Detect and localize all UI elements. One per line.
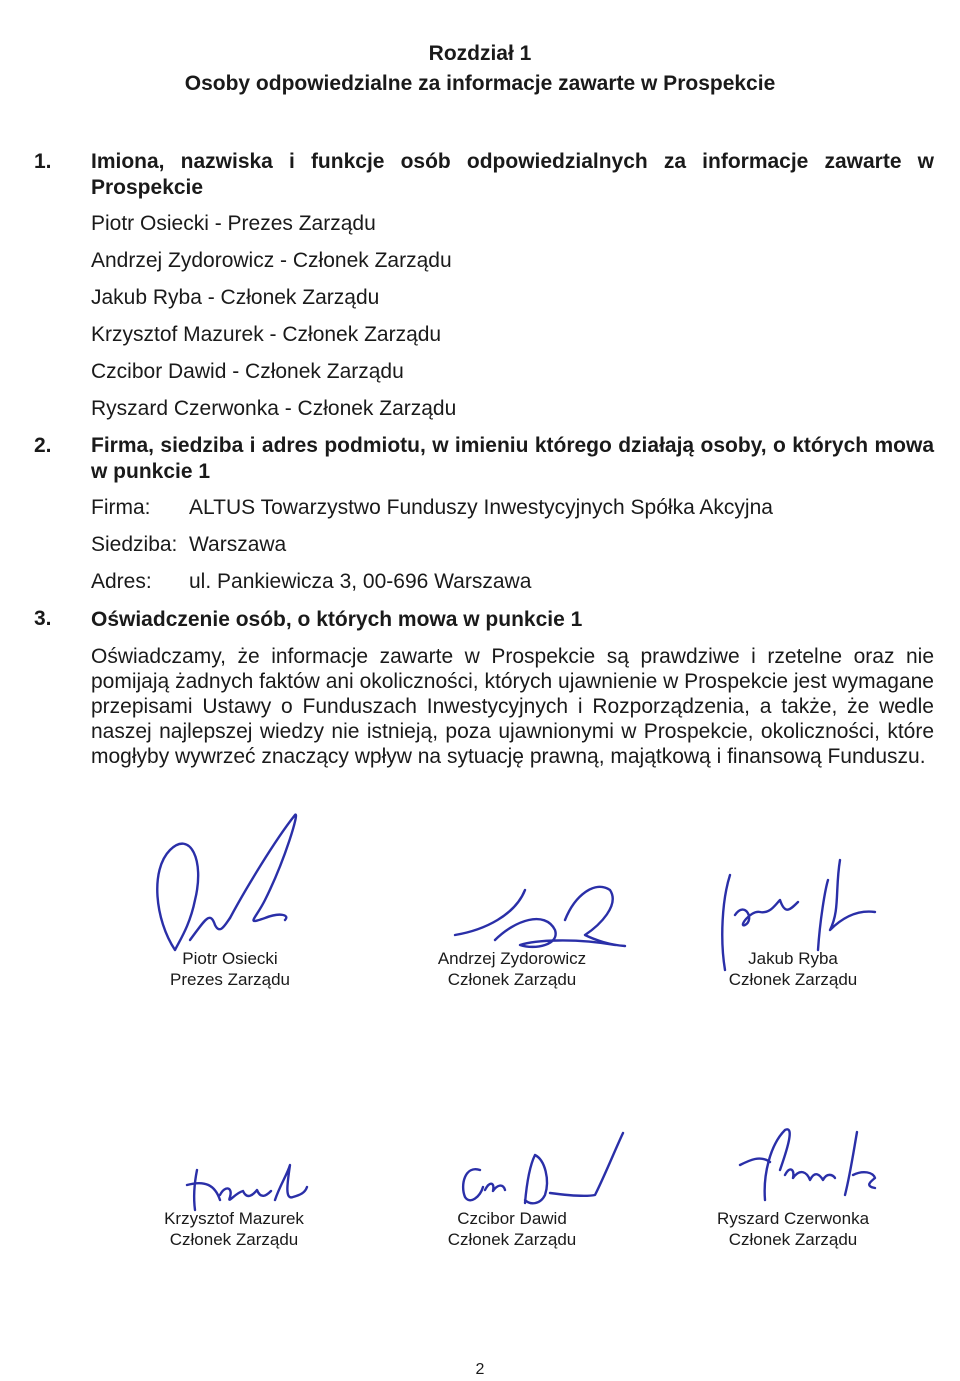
signature-dawid [445, 1125, 635, 1215]
signature-mazurek [175, 1155, 315, 1215]
chapter-label: Rozdział 1 [428, 42, 532, 65]
person-line: Krzysztof Mazurek - Członek Zarządu [91, 323, 442, 346]
section-1-heading: Imiona, nazwiska i funkcje osób odpowiedzialnych za informacje zawarte w Prospekcie [91, 150, 934, 199]
section-2-heading: Firma, siedziba i adres podmiotu, w imieniu którego działają osoby, o których mowa w punkcie 1 [91, 434, 934, 483]
signature-role: Członek Zarządu [169, 1230, 299, 1249]
page-title: Osoby odpowiedzialne za informacje zawarte w Prospekcie [184, 72, 776, 95]
adres-value: ul. Pankiewicza 3, 00-696 Warszawa [189, 570, 532, 593]
firma-value: ALTUS Towarzystwo Funduszy Inwestycyjnych Spółka Akcyjna [189, 496, 773, 519]
person-line: Jakub Ryba - Członek Zarządu [91, 286, 380, 309]
signature-czerwonka [725, 1120, 885, 1210]
signature-osiecki [135, 800, 305, 960]
firma-label: Firma: [91, 496, 151, 519]
person-line: Piotr Osiecki - Prezes Zarządu [91, 212, 376, 235]
signature-role: Członek Zarządu [728, 1230, 858, 1249]
section-1-number: 1. [34, 150, 52, 173]
person-line: Andrzej Zydorowicz - Członek Zarządu [91, 249, 452, 272]
adres-label: Adres: [91, 570, 152, 593]
signature-role: Prezes Zarządu [170, 970, 290, 989]
signature-role: Członek Zarządu [447, 1230, 577, 1249]
statement-paragraph: Oświadczamy, że informacje zawarte w Prospekcie są prawdziwe i rzetelne oraz nie pomijają żadnych faktów ani okoliczności, których ujawnienie w Prospekcie jest wymagane przepisami Ustawy o Funduszach Inwestycyjnych i Rozporządzenia, a także, że wedle naszej najlepszej wiedzy nie istnieją, poza ujawnionymi w Prospekcie, okoliczności, które mogłyby wywrzeć znaczący wpływ na sytuację prawną, majątkową i finansową Funduszu. [91, 645, 934, 768]
signature-name: Ryszard Czerwonka [716, 1209, 870, 1228]
person-line: Czcibor Dawid - Członek Zarządu [91, 360, 404, 383]
signature-name: Czcibor Dawid [457, 1209, 567, 1228]
signature-name: Krzysztof Mazurek [164, 1209, 304, 1228]
siedziba-label: Siedziba: [91, 533, 178, 556]
signature-name: Andrzej Zydorowicz [437, 949, 587, 968]
signature-zydorowicz [425, 860, 645, 960]
siedziba-value: Warszawa [189, 533, 287, 556]
section-2-number: 2. [34, 434, 52, 457]
signature-name: Jakub Ryba [748, 949, 838, 968]
page-number: 2 [475, 1361, 485, 1378]
section-3-heading: Oświadczenie osób, o których mowa w punkcie 1 [91, 608, 583, 631]
signature-role: Członek Zarządu [728, 970, 858, 989]
person-line: Ryszard Czerwonka - Członek Zarządu [91, 397, 457, 420]
signature-role: Członek Zarządu [447, 970, 577, 989]
signature-name: Piotr Osiecki [182, 949, 278, 968]
section-3-number: 3. [34, 607, 52, 630]
